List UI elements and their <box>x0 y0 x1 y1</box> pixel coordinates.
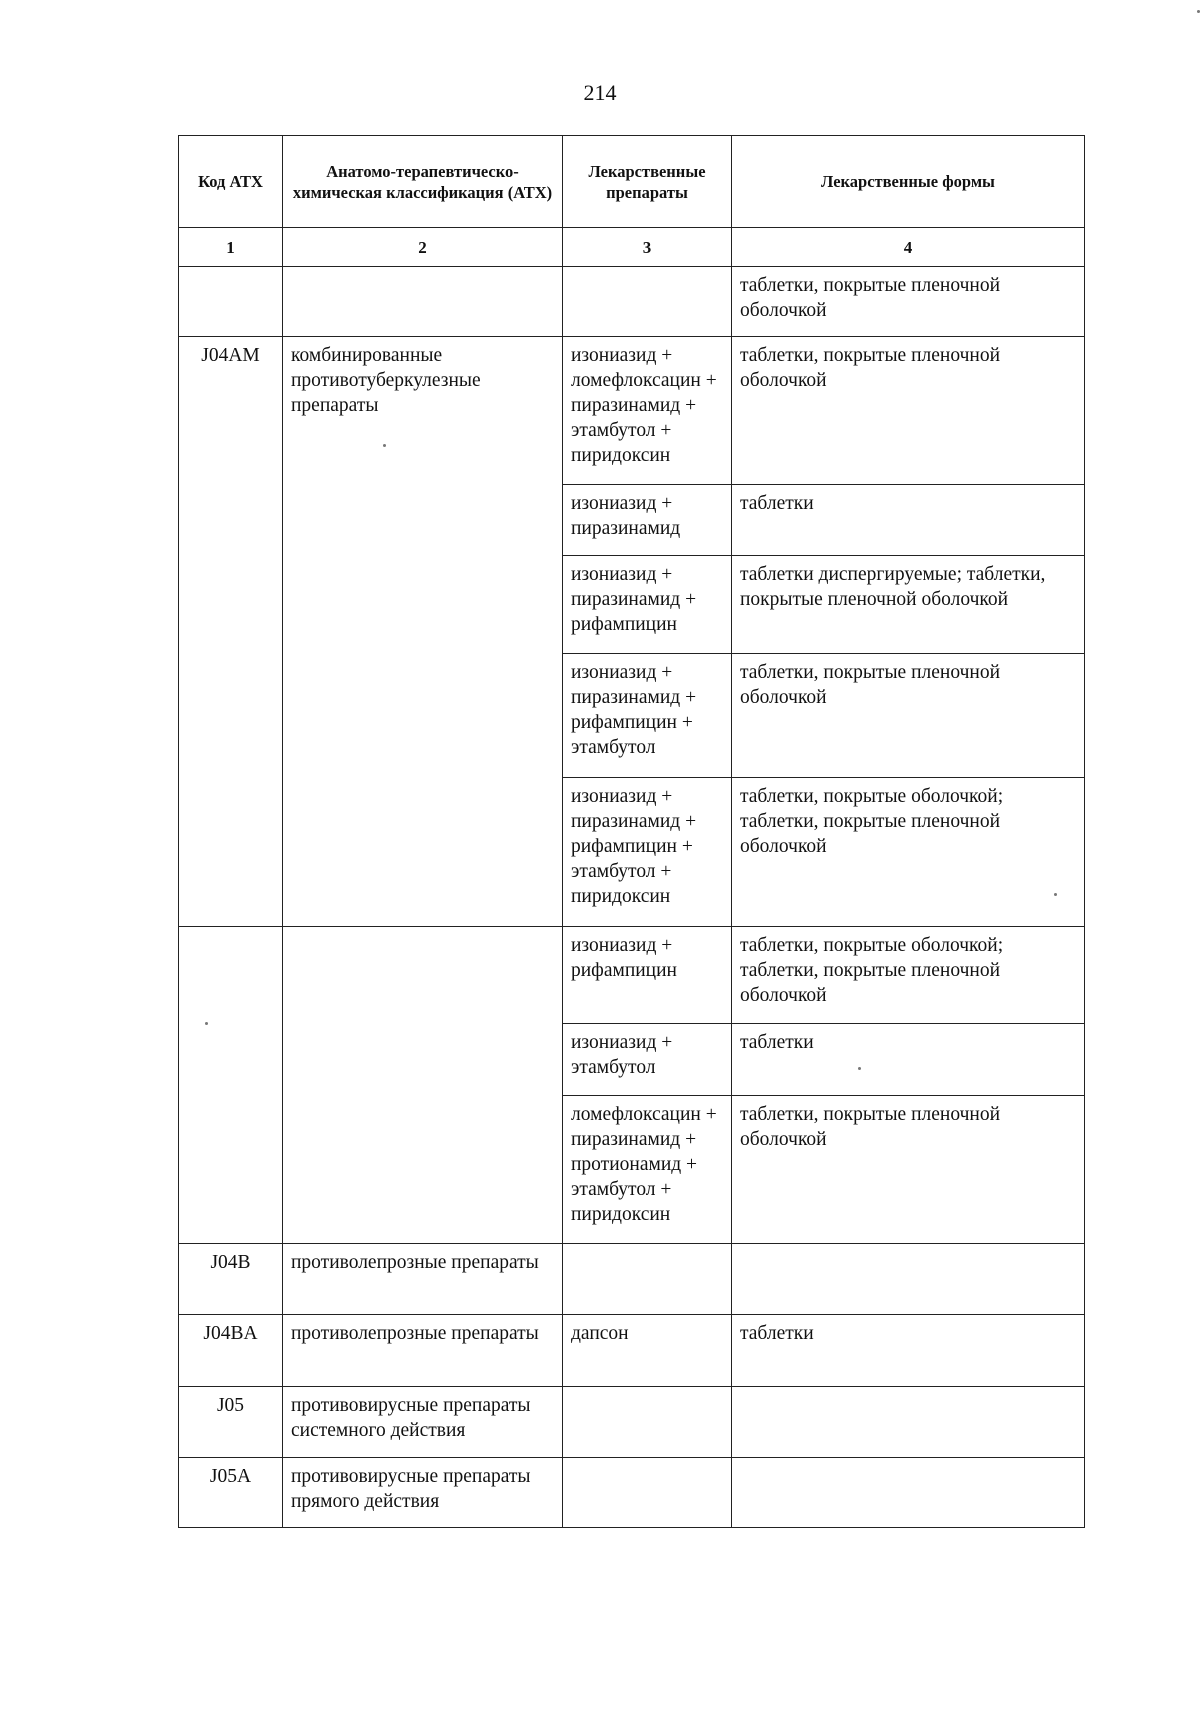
column-number: 3 <box>563 228 732 267</box>
drug-cell: изониазид + пиразинамид <box>563 485 732 556</box>
table-row <box>179 1315 1085 1387</box>
form-cell <box>732 1458 1085 1528</box>
classification-cell <box>283 1096 563 1244</box>
form-cell: таблетки, покрытые пленочной оболочкой <box>732 267 1085 337</box>
table-row <box>179 485 1085 556</box>
drug-cell: изониазид + пиразинамид + рифампицин + этамбутол + пиридоксин <box>563 778 732 927</box>
table-row <box>179 927 1085 1024</box>
header-code: Код АТХ <box>179 136 283 228</box>
table-row <box>179 1387 1085 1458</box>
column-number: 1 <box>179 228 283 267</box>
atc-code-cell: J05 <box>179 1387 283 1458</box>
classification-cell: противолепрозные препараты <box>283 1244 563 1315</box>
table-row <box>179 1024 1085 1096</box>
classification-cell <box>283 778 563 927</box>
classification-cell <box>283 485 563 556</box>
atc-drug-table <box>178 135 1085 1528</box>
drug-cell: изониазид + пиразинамид + рифампицин + этамбутол <box>563 654 732 778</box>
classification-cell <box>283 267 563 337</box>
form-cell: таблетки диспергируемые; таблетки, покрытые пленочной оболочкой <box>732 556 1085 654</box>
header-forms: Лекарственные формы <box>732 136 1085 228</box>
form-cell <box>732 1244 1085 1315</box>
form-cell <box>732 1387 1085 1458</box>
form-cell: таблетки, покрытые пленочной оболочкой <box>732 654 1085 778</box>
page-number: 214 <box>583 80 617 105</box>
classification-cell: противолепрозные препараты <box>283 1315 563 1387</box>
atc-code-cell: J04AM <box>179 337 283 485</box>
atc-code-cell: J04BA <box>179 1315 283 1387</box>
classification-cell: комбинированные противотуберкулезные препараты <box>283 337 563 485</box>
table-row <box>179 556 1085 654</box>
table-header-row <box>179 136 1085 228</box>
drug-cell <box>563 1244 732 1315</box>
atc-code-cell <box>179 485 283 556</box>
drug-cell <box>563 1458 732 1528</box>
drug-cell: изониазид + этамбутол <box>563 1024 732 1096</box>
classification-cell <box>283 654 563 778</box>
form-cell: таблетки, покрытые оболочкой; таблетки, покрытые пленочной оболочкой <box>732 927 1085 1024</box>
scan-speck <box>383 444 386 447</box>
column-number: 4 <box>732 228 1085 267</box>
header-classification: Анатомо-терапевтическо-химическая классификация (АТХ) <box>283 136 563 228</box>
table-row <box>179 267 1085 337</box>
form-cell: таблетки <box>732 1024 1085 1096</box>
atc-code-cell <box>179 556 283 654</box>
atc-code-cell <box>179 267 283 337</box>
scan-speck <box>205 1022 208 1025</box>
drug-cell: ломефлоксацин + пиразинамид + протионамид + этамбутол + пиридоксин <box>563 1096 732 1244</box>
classification-cell: противовирусные препараты прямого действия <box>283 1458 563 1528</box>
classification-cell <box>283 556 563 654</box>
table-row <box>179 1244 1085 1315</box>
table-row <box>179 337 1085 485</box>
column-number-row <box>179 228 1085 267</box>
drug-cell: изониазид + ломефлоксацин + пиразинамид + этамбутол + пиридоксин <box>563 337 732 485</box>
drug-cell <box>563 1387 732 1458</box>
atc-code-cell <box>179 1024 283 1096</box>
form-cell: таблетки <box>732 1315 1085 1387</box>
table-row <box>179 654 1085 778</box>
atc-code-cell <box>179 778 283 927</box>
form-cell: таблетки <box>732 485 1085 556</box>
form-cell: таблетки, покрытые пленочной оболочкой <box>732 337 1085 485</box>
column-number: 2 <box>283 228 563 267</box>
header-drugs: Лекарственные препараты <box>563 136 732 228</box>
atc-code-cell: J04B <box>179 1244 283 1315</box>
table-row <box>179 1458 1085 1528</box>
atc-code-cell <box>179 927 283 1024</box>
atc-code-cell <box>179 654 283 778</box>
drug-cell <box>563 267 732 337</box>
form-cell: таблетки, покрытые пленочной оболочкой <box>732 1096 1085 1244</box>
classification-cell: противовирусные препараты системного действия <box>283 1387 563 1458</box>
classification-cell <box>283 927 563 1024</box>
scan-speck <box>1054 893 1057 896</box>
table-row <box>179 1096 1085 1244</box>
drug-cell: изониазид + рифампицин <box>563 927 732 1024</box>
classification-cell <box>283 1024 563 1096</box>
table-row <box>179 778 1085 927</box>
atc-code-cell <box>179 1096 283 1244</box>
scan-speck <box>858 1067 861 1070</box>
drug-cell: изониазид + пиразинамид + рифампицин <box>563 556 732 654</box>
drug-cell: дапсон <box>563 1315 732 1387</box>
form-cell: таблетки, покрытые оболочкой; таблетки, покрытые пленочной оболочкой <box>732 778 1085 927</box>
atc-code-cell: J05A <box>179 1458 283 1528</box>
